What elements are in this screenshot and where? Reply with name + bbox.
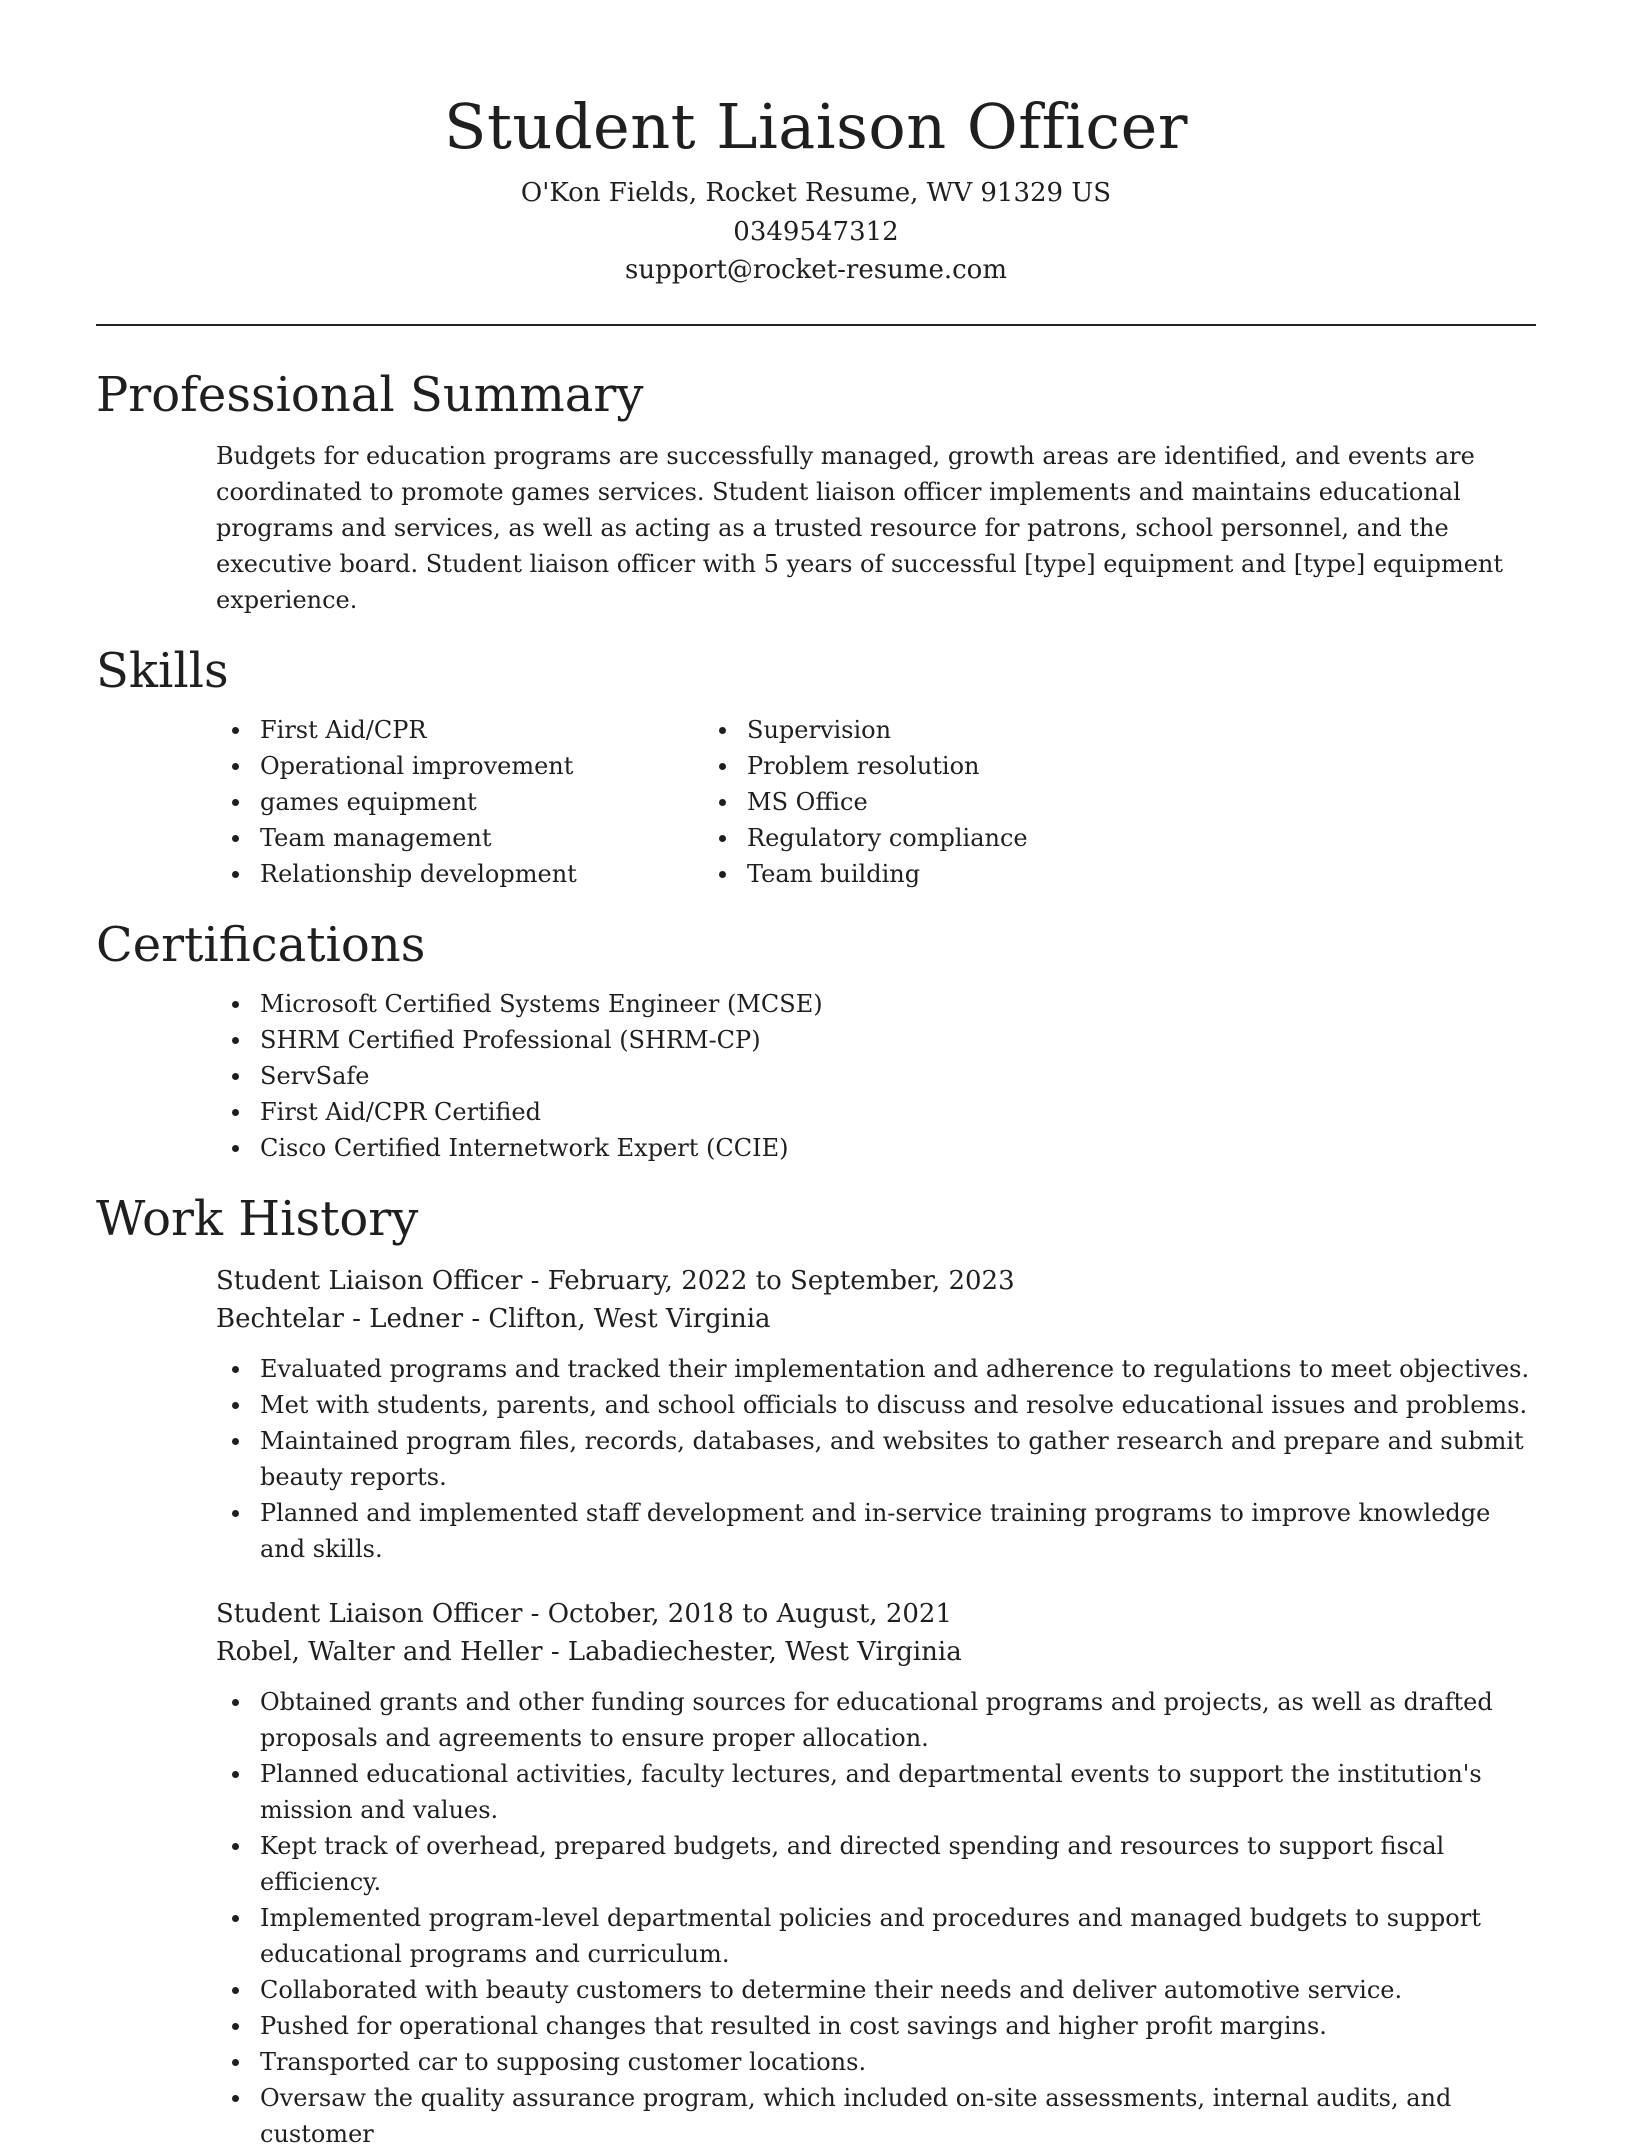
job-bullet: Maintained program files, records, databases, and websites to gather research and prepare and submit beauty reports. <box>260 1423 1536 1495</box>
job-bullet: Transported car to supposing customer locations. <box>260 2044 1536 2080</box>
job-bullets <box>260 1684 1536 2152</box>
skill-item: Problem resolution <box>747 748 1028 784</box>
job-bullet: Implemented program-level departmental policies and procedures and managed budgets to support educational programs and curriculum. <box>260 1900 1536 1972</box>
job-bullet: Collaborated with beauty customers to determine their needs and deliver automotive service. <box>260 1972 1536 2008</box>
job-bullet: Kept track of overhead, prepared budgets, and directed spending and resources to support fiscal efficiency. <box>260 1828 1536 1900</box>
certification-item: ServSafe <box>260 1058 1536 1094</box>
contact-phone: 0349547312 <box>733 216 899 247</box>
job-bullet: Obtained grants and other funding sources for educational programs and projects, as well as drafted proposals and agreements to ensure proper allocation. <box>260 1684 1536 1756</box>
skill-item: Operational improvement <box>260 748 747 784</box>
job-bullet: Planned educational activities, faculty lectures, and departmental events to support the institution's mission and values. <box>260 1756 1536 1828</box>
certifications-heading: Certifications <box>96 916 426 973</box>
summary-heading: Professional Summary <box>96 366 644 423</box>
header-divider <box>96 324 1536 326</box>
skill-item: Team management <box>260 820 747 856</box>
skills-column-2 <box>747 712 1028 892</box>
job-bullet: Pushed for operational changes that resulted in cost savings and higher profit margins. <box>260 2008 1536 2044</box>
contact-email: support@rocket-resume.com <box>624 255 1007 285</box>
job-bullet: Met with students, parents, and school officials to discuss and resolve educational issues and problems. <box>260 1387 1536 1423</box>
skills-column-1 <box>260 712 747 892</box>
skills-list <box>96 712 1536 892</box>
certification-item: SHRM Certified Professional (SHRM-CP) <box>260 1022 1536 1058</box>
skill-item: games equipment <box>260 784 747 820</box>
certification-item: Microsoft Certified Systems Engineer (MCSE) <box>260 986 1536 1022</box>
summary-text: Budgets for education programs are successfully managed, growth areas are identified, and events are coordinated to promote games services. Student liaison officer implements and maintains educational programs and services, as well as acting as a trusted resource for patrons, school personnel, and the executive board. Student liaison officer with 5 years of successful [type] equipment and [type] equipment experience. <box>216 441 1504 614</box>
job-role-line: Student Liaison Officer - October, 2018 to August, 2021 <box>216 1598 952 1629</box>
job-entry <box>216 1595 1536 2152</box>
skill-item: Regulatory compliance <box>747 820 1028 856</box>
skills-heading: Skills <box>96 642 229 699</box>
contact-address: O'Kon Fields, Rocket Resume, WV 91329 US <box>520 178 1112 208</box>
skill-item: Team building <box>747 856 1028 892</box>
work-history-heading: Work History <box>96 1190 419 1247</box>
skill-item: Supervision <box>747 712 1028 748</box>
job-bullet: Oversaw the quality assurance program, which included on-site assessments, internal audits, and customer <box>260 2080 1536 2152</box>
job-entry <box>216 1262 1536 1567</box>
job-company-line: Robel, Walter and Heller - Labadiechester, West Virginia <box>216 1637 962 1667</box>
job-bullet: Evaluated programs and tracked their implementation and adherence to regulations to meet objectives. <box>260 1351 1536 1387</box>
job-bullet: Planned and implemented staff development and in-service training programs to improve knowledge and skills. <box>260 1495 1536 1567</box>
certifications-list <box>260 986 1536 1166</box>
skill-item: MS Office <box>747 784 1028 820</box>
job-bullets <box>260 1351 1536 1567</box>
resume-page <box>96 0 1536 2152</box>
certification-item: First Aid/CPR Certified <box>260 1094 1536 1130</box>
job-company-line: Bechtelar - Ledner - Clifton, West Virginia <box>216 1304 771 1334</box>
skill-item: Relationship development <box>260 856 747 892</box>
candidate-name: Student Liaison Officer <box>444 90 1188 163</box>
certification-item: Cisco Certified Internetwork Expert (CCIE) <box>260 1130 1536 1166</box>
contact-block <box>96 174 1536 290</box>
job-role-line: Student Liaison Officer - February, 2022 to September, 2023 <box>216 1265 1015 1296</box>
skill-item: First Aid/CPR <box>260 712 747 748</box>
